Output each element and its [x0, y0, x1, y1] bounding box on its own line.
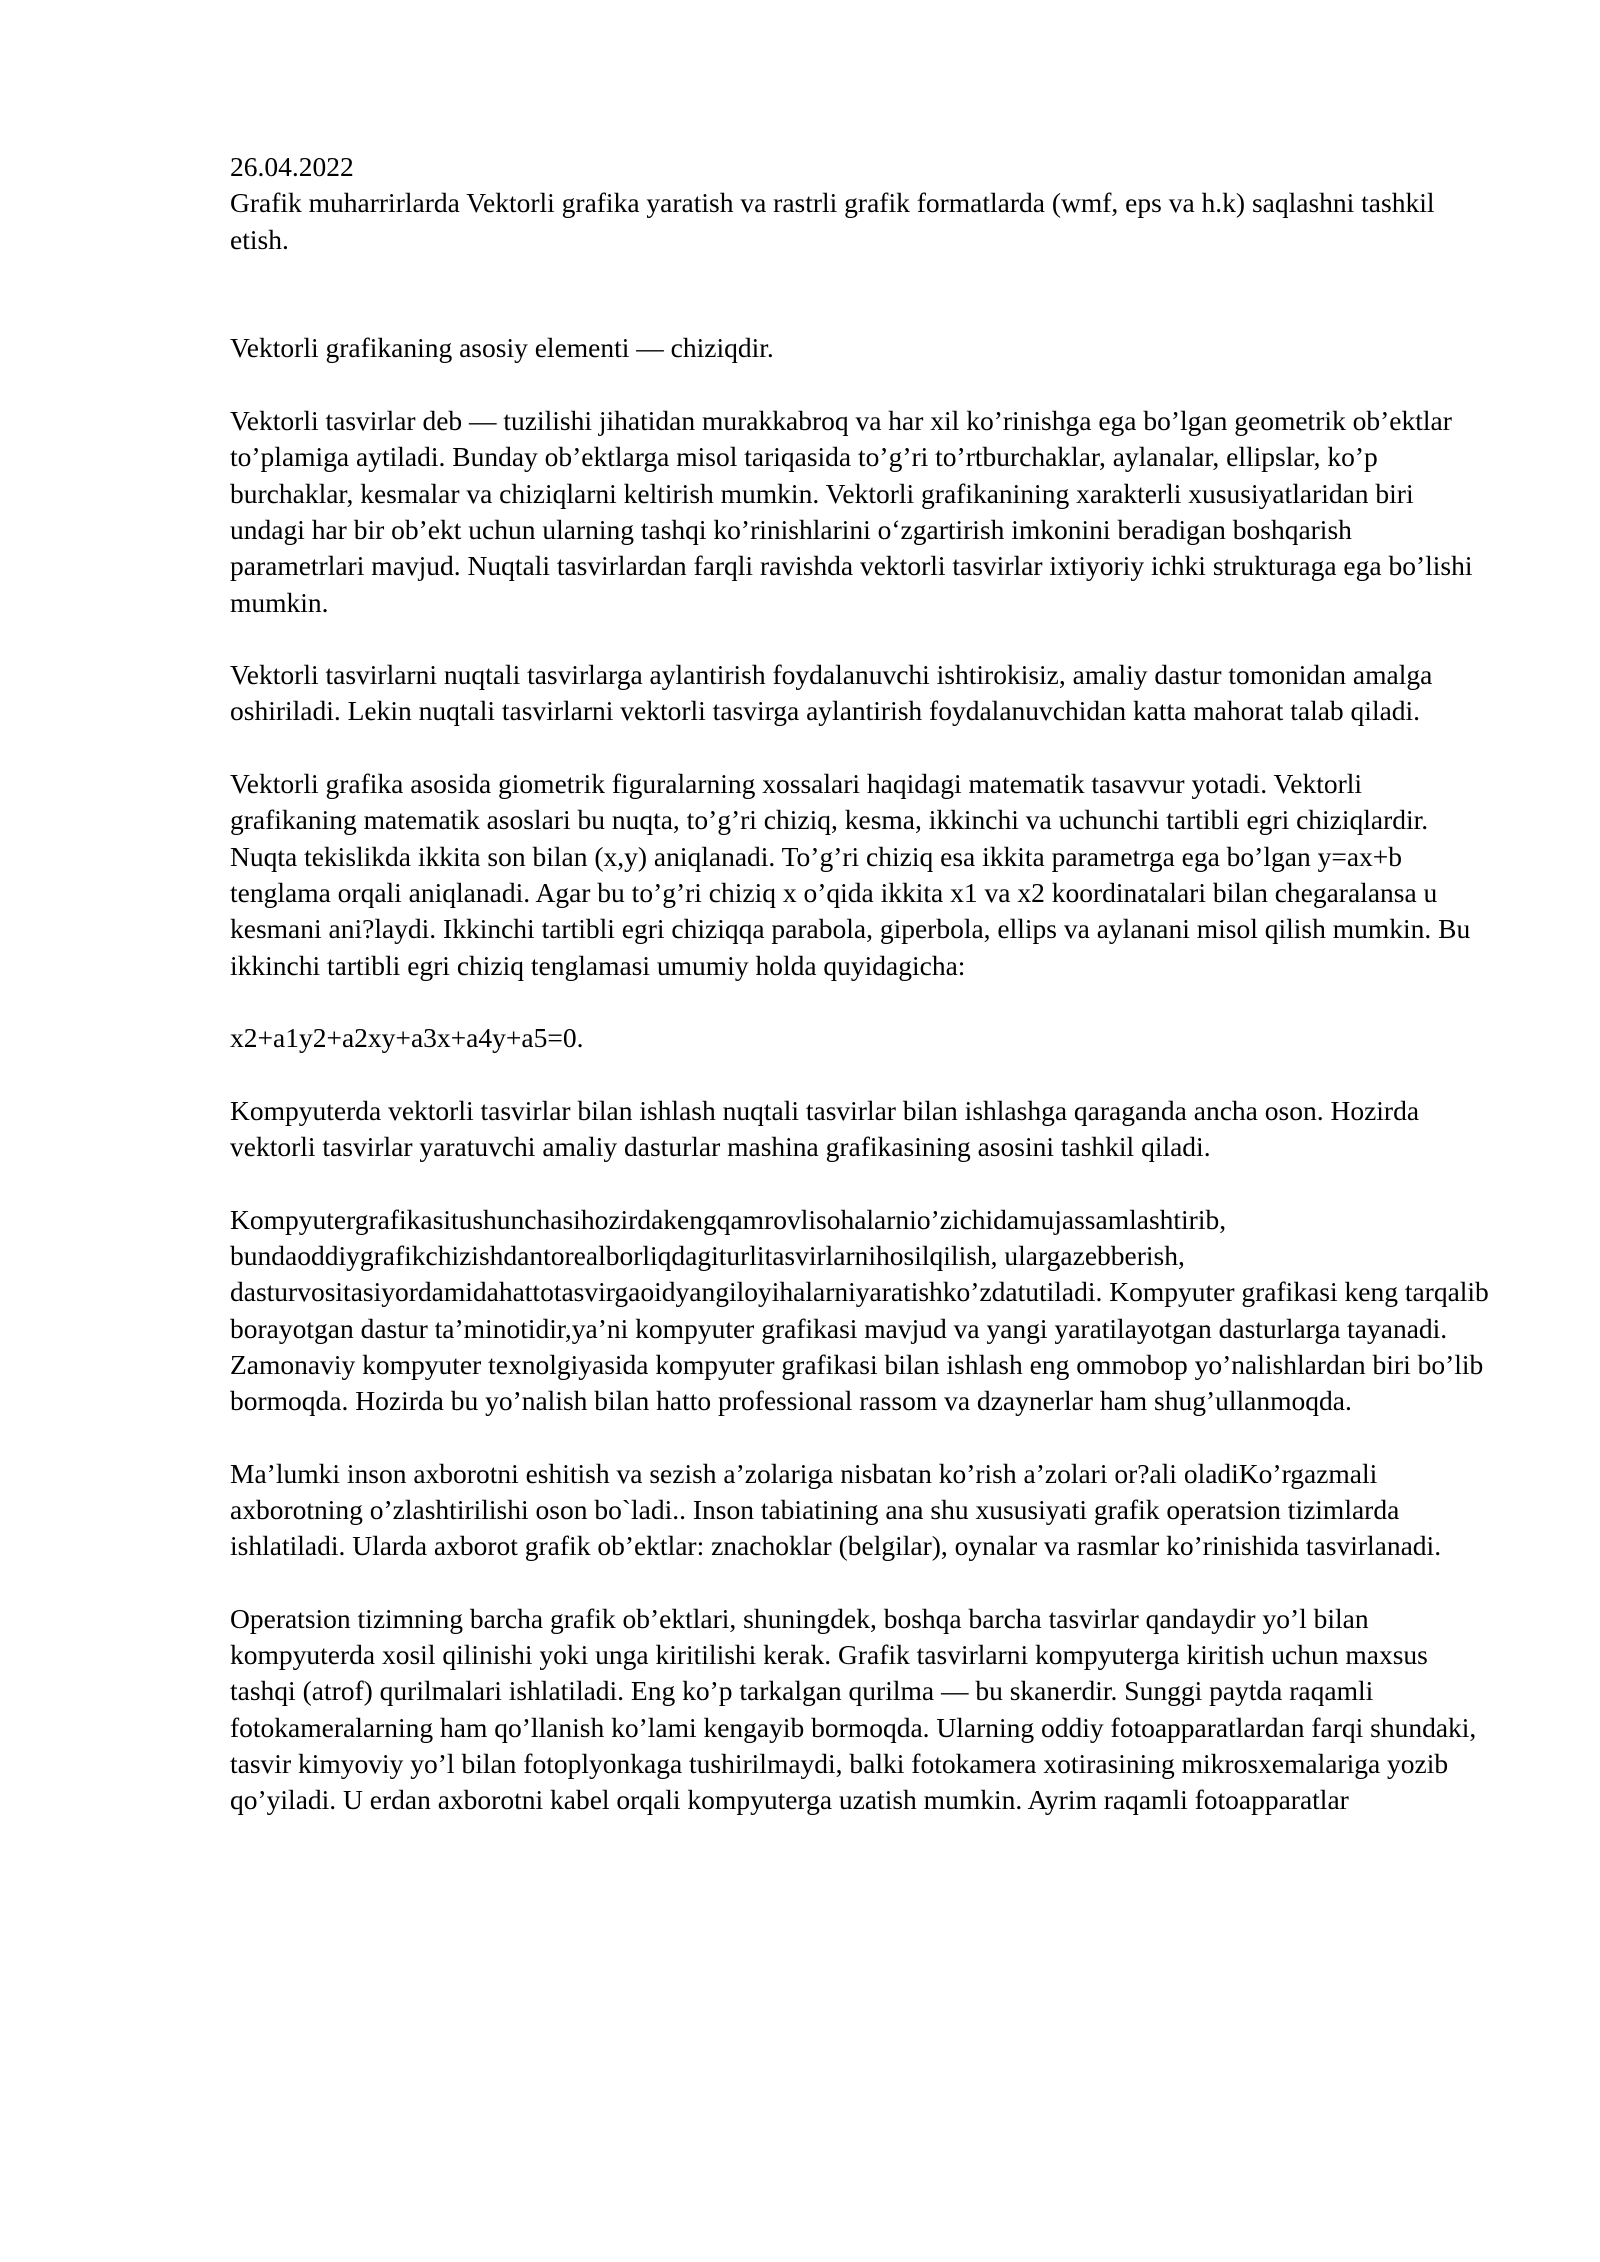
paragraph-1: Vektorli grafikaning asosiy elementi — chiziqdir.	[230, 332, 774, 364]
paragraph-6: Kompyutergrafikasitushunchasihozirdakengqamrovlisohalarnio’zichidamujassamlashtirib, bundaoddiygrafikchizishdantorealborliqdagiturlitasvirlarnihosilqilish, ulargazebberish, dasturvositasiyordamidahattotasvirgaoidyangiloyihalarniyaratishko’zdatutiladi. Kompyuter grafikasi keng tarqalib borayotgan dastur ta’minotidir,ya’ni kompyuter grafikasi mavjud va yangi yaratilayotgan dasturlarga tayanadi. Zamonaviy kompyuter texnolgiyasida kompyuter grafikasi bilan ishlash eng ommobop yo’nalishlardan biri bo’lib bormoqda. Hozirda bu yo’nalish bilan hatto professional rassom va dzaynerlar ham shug’ullanmoqda.	[230, 1203, 1489, 1417]
spacer	[230, 1565, 1490, 1601]
paragraph-7: Ma’lumki inson axborotni eshitish va sezish a’zolariga nisbatan ko’rish a’zolari or?ali oladiKo’rgazmali axborotning o’zlashtirilishi oson bo`ladi.. Inson tabiatining ana shu xususiyati grafik operatsion tizimlarda ishlatiladi. Ularda axborot grafik ob’ektlar: znachoklar (belgilar), oynalar va rasmlar ko’rinishida tasvirlanadi.	[230, 1457, 1442, 1562]
spacer	[230, 1419, 1490, 1455]
spacer	[230, 367, 1490, 403]
spacer	[230, 1165, 1490, 1201]
spacer	[230, 621, 1490, 657]
document-title: Grafik muharrirlarda Vektorli grafika yaratish va rastrli grafik formatlarda (wmf, eps va h.k) saqlashni tashkil etish.	[230, 187, 1435, 255]
spacer	[230, 984, 1490, 1020]
document-body	[230, 149, 1490, 1819]
spacer	[230, 1056, 1490, 1092]
spacer	[230, 258, 1490, 331]
paragraph-5: Kompyuterda vektorli tasvirlar bilan ishlash nuqtali tasvirlar bilan ishlashga qaraganda ancha oson. Hozirda vektorli tasvirlar yaratuvchi amaliy dasturlar mashina grafikasining asosini tashkil qiladi.	[230, 1094, 1420, 1163]
paragraph-3: Vektorli tasvirlarni nuqtali tasvirlarga aylantirish foydalanuvchi ishtirokisiz, amaliy dastur tomonidan amalga oshiriladi. Lekin nuqtali tasvirlarni vektorli tasvirga aylantirish foydalanuvchidan katta mahorat talab qiladi.	[230, 659, 1433, 727]
paragraph-4: Vektorli grafika asosida giometrik figuralarning xossalari haqidagi matematik tasavvur yotadi. Vektorli grafikaning matematik asoslari bu nuqta, to’g’ri chiziq, kesma, ikkinchi va uchunchi tartibli egri chiziqlardir. Nuqta tekislikda ikkita son bilan (x,y) aniqlanadi. To’g’ri chiziq esa ikkita parametrga ega bo’lgan y=ax+b tenglama orqali aniqlanadi. Agar bu to’g’ri chiziq x o’qida ikkita x1 va x2 koordinatalari bilan chegaralansa u kesmani ani?laydi. Ikkinchi tartibli egri chiziqqa parabola, giperbola, ellips va aylanani misol qilish mumkin. Bu ikkinchi tartibli egri chiziq tenglamasi umumiy holda quyidagicha:	[230, 768, 1471, 981]
paragraph-2: Vektorli tasvirlar deb — tuzilishi jihatidan murakkabroq va har xil ko’rinishga ega bo’lgan geometrik ob’ektlar to’plamiga aytiladi. Bunday ob’ektlarga misol tariqasida to’g’ri to’rtburchaklar, aylanalar, ellipslar, ko’p burchaklar, kesmalar va chiziqlarni keltirish mumkin. Vektorli grafikanining xarakterli xususiyatlaridan biri undagi har bir ob’ekt uchun ularning tashqi ko’rinishlarini o‘zgartirish imkonini beradigan boshqarish parametrlari mavjud. Nuqtali tasvirlardan farqli ravishda vektorli tasvirlar ixtiyoriy ichki strukturaga ega bo’lishi mumkin.	[230, 405, 1473, 618]
equation: x2+a1y2+a2xy+a3x+a4y+a5=0.	[230, 1022, 584, 1054]
document-date: 26.04.2022	[230, 151, 354, 182]
spacer	[230, 730, 1490, 766]
paragraph-8: Operatsion tizimning barcha grafik ob’ektlari, shuningdek, boshqa barcha tasvirlar qandaydir yo’l bilan kompyuterda xosil qilinishi yoki unga kiritilishi kerak. Grafik tasvirlarni kompyuterga kiritish uchun maxsus tashqi (atrof) qurilmalari ishlatiladi. Eng ko’p tarkalgan qurilma — bu skanerdir. Sunggi paytda raqamli fotokameralarning ham qo’llanish ko’lami kengayib bormoqda. Ularning oddiy fotoapparatlardan farqi shundaki, tasvir kimyoviy yo’l bilan fotoplyonkaga tushirilmaydi, balki fotokamera xotirasining mikrosxemalariga yozib qo’yiladi. U erdan axborotni kabel orqali kompyuterga uzatish mumkin. Ayrim raqamli fotoapparatlar	[230, 1602, 1477, 1816]
